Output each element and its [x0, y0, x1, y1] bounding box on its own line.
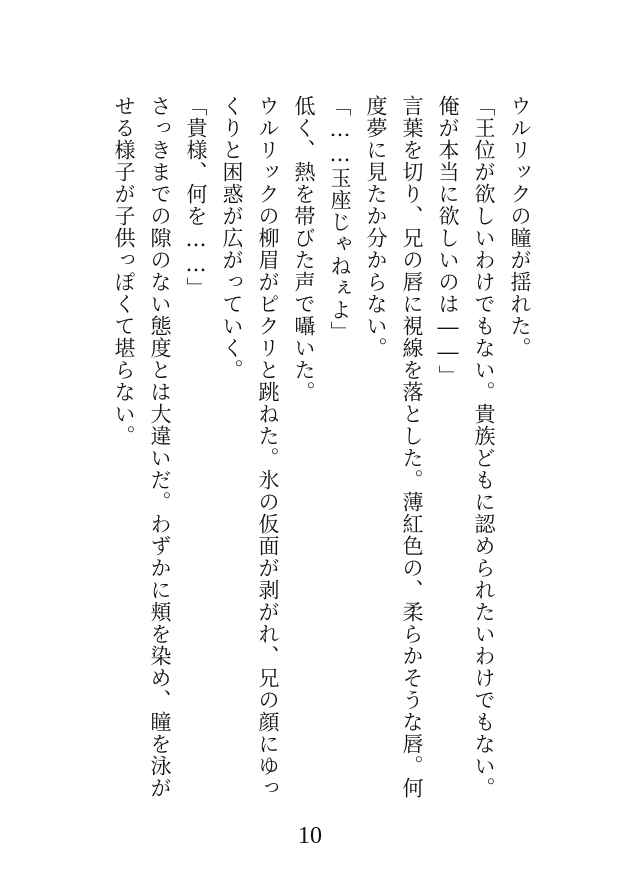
- text-line: 「……玉座じゃねぇよ」: [328, 95, 352, 343]
- text-line: 俺が本当に欲しいのは――」: [436, 95, 460, 387]
- text-line: ウルリックの柳眉がピクリと跳ねた。氷の仮面が剥がれ、兄の顔にゆっ: [256, 95, 280, 799]
- text-line: くりと困惑が広がっていく。: [220, 95, 244, 381]
- text-line: ウルリックの瞳が揺れた。: [508, 95, 532, 359]
- text-line: 「貴様、何を……」: [184, 95, 208, 299]
- text-line: さっきまでの隙のない態度とは大違いだ。わずかに頬を染め、瞳を泳が: [148, 95, 172, 799]
- page-number: 10: [298, 823, 322, 849]
- text-line: 「王位が欲しいわけでもない。貴族どもに認められたいわけでもない。: [472, 95, 496, 799]
- text-line: 低く、熱を帯びた声で囁いた。: [292, 95, 316, 403]
- text-line: 言葉を切り、兄の唇に視線を落とした。薄紅色の、柔らかそうな唇。何: [400, 95, 424, 799]
- vertical-text-body: [108, 95, 538, 815]
- text-line: 度夢に見たか分からない。: [364, 95, 388, 359]
- text-line: せる様子が子供っぽくて堪らない。: [112, 95, 136, 447]
